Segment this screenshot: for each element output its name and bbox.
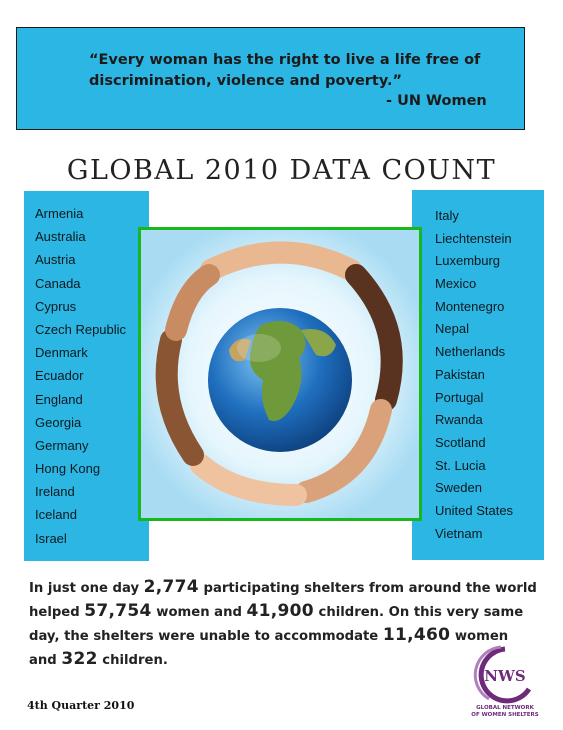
country-item: Sweden — [435, 480, 482, 496]
logo-name — [467, 705, 543, 718]
country-item: Israel — [35, 530, 67, 546]
country-item: Rwanda — [435, 412, 483, 428]
country-item: Cyprus — [35, 298, 77, 314]
children-helped-count: 41,900 — [246, 601, 314, 621]
country-item: Ecuador — [35, 368, 84, 384]
country-item: Canada — [35, 275, 81, 291]
quote-text: “Every woman has the right to live a life free of discrimination, violence and poverty.” — [89, 52, 481, 89]
country-list-left — [24, 191, 149, 561]
summary-text: women and — [151, 605, 247, 620]
hands-globe-illustration — [141, 230, 419, 518]
country-item: Iceland — [35, 507, 77, 523]
country-item: Armenia — [35, 206, 84, 221]
country-item: Liechtenstein — [435, 230, 512, 246]
country-item: Austria — [35, 252, 76, 268]
page-title: GLOBAL 2010 DATA COUNT — [66, 155, 497, 186]
country-item: England — [35, 391, 83, 407]
country-item: Germany — [35, 437, 89, 453]
logo-name-line2: OF WOMEN SHELTERS — [471, 711, 539, 718]
country-item: Pakistan — [435, 366, 485, 382]
quote-attribution: - UN Women — [386, 93, 487, 109]
country-item: St. Lucia — [435, 457, 486, 473]
country-item: Czech Republic — [35, 321, 127, 337]
country-item: Scotland — [435, 434, 486, 450]
country-item: Netherlands — [435, 344, 506, 360]
summary-text: children. On this very same day, the shelters were unable to accommodate — [29, 605, 524, 644]
country-list-right — [412, 190, 544, 560]
country-item: Australia — [35, 229, 86, 245]
country-item: Georgia — [35, 414, 82, 430]
women-unaccommodated-count: 11,460 — [382, 625, 451, 645]
country-item: Nepal — [435, 321, 469, 337]
quote-box — [16, 27, 525, 130]
globe-icon — [208, 308, 352, 452]
country-item: Italy — [435, 208, 459, 223]
quarter-label: 4th Quarter 2010 — [27, 699, 135, 712]
logo-initials: NWS — [484, 667, 526, 685]
hands-globe-image — [138, 227, 422, 521]
children-unaccommodated-count: 322 — [61, 649, 98, 669]
country-item: Montenegro — [435, 298, 505, 314]
nws-logo — [467, 645, 543, 730]
country-item: Hong Kong — [35, 461, 101, 477]
country-item: Portugal — [435, 389, 484, 405]
summary-text: participating shelters from around the world helped — [29, 581, 537, 620]
country-item: Luxemburg — [435, 253, 501, 269]
shelter-count: 2,774 — [143, 577, 199, 597]
country-item: Mexico — [435, 276, 477, 292]
summary-paragraph — [29, 576, 539, 672]
nws-logo-icon — [467, 645, 543, 705]
logo-name-line1: GLOBAL NETWORK — [476, 705, 534, 711]
summary-text: children. — [97, 653, 168, 668]
country-item: Vietnam — [435, 525, 483, 541]
women-helped-count: 57,754 — [84, 601, 152, 621]
country-item: United States — [435, 502, 514, 518]
country-item: Ireland — [35, 484, 75, 500]
summary-text: In just one day — [29, 581, 144, 596]
country-item: Denmark — [35, 345, 88, 361]
summary-text: women and — [29, 629, 509, 668]
